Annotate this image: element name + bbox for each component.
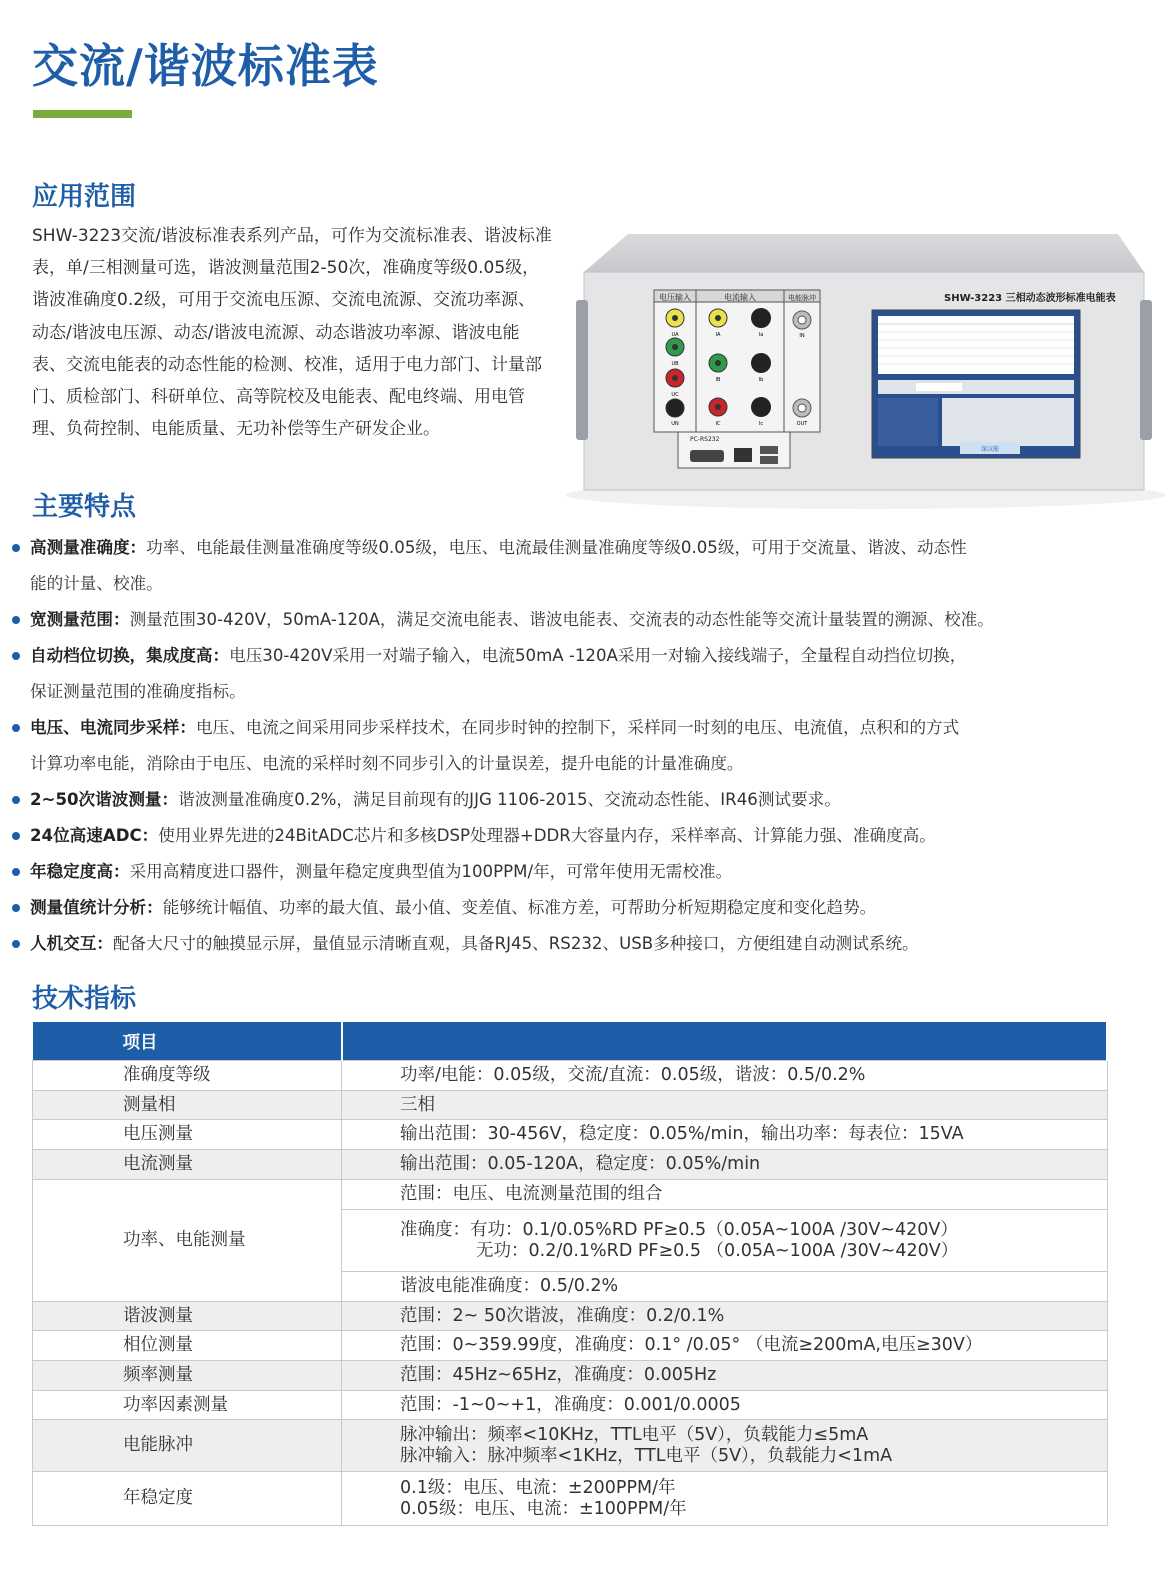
feature-item — [10, 854, 1160, 890]
svg-text:Ib: Ib — [758, 377, 764, 383]
spec-item: 年稳定度 — [33, 1472, 342, 1526]
svg-text:IN: IN — [799, 333, 805, 339]
spec-item: 准确度等级 — [33, 1061, 342, 1091]
spec-value: 输出范围：0.05-120A，稳定度：0.05%/min — [342, 1150, 1108, 1180]
spec-item: 功率、电能测量 — [33, 1180, 342, 1302]
section-heading-specs: 技术指标 — [32, 984, 137, 1014]
table-row — [33, 1420, 1108, 1472]
spec-item: 电压测量 — [33, 1120, 342, 1150]
feature-text-cont: 计算功率电能，消除由于电压、电流的采样时刻不同步引入的计量误差，提升电能的计量准确度。 — [30, 754, 744, 773]
table-row — [33, 1120, 1108, 1150]
feature-label: 2~50次谐波测量： — [30, 790, 179, 809]
feature-text: 功率、电能最佳测量准确度等级0.05级，电压、电流最佳测量准确度等级0.05级，可用于交流量、谐波、动态性 — [146, 538, 967, 557]
feature-text: 电压30-420V采用一对端子输入，电流50mA -120A采用一对输入接线端子，全量程自动挡位切换， — [229, 646, 967, 665]
spec-item: 功率因素测量 — [33, 1391, 342, 1420]
title-underline — [33, 110, 132, 118]
spec-item: 测量相 — [33, 1091, 342, 1120]
bullet-icon — [12, 724, 20, 732]
feature-label: 高测量准确度： — [30, 538, 147, 557]
spec-header-value — [342, 1022, 1108, 1061]
feature-item — [10, 530, 1160, 602]
feature-text: 采用高精度进口器件，测量年稳定度典型值为100PPM/年，可常年使用无需校准。 — [129, 862, 733, 881]
svg-text:UC: UC — [671, 392, 679, 398]
spec-value-line: 准确度：有功：0.1/0.05%RD PF≥0.5（0.05A~100A /30V~420V） — [400, 1219, 958, 1240]
spec-value — [342, 1472, 1108, 1526]
panel-label-pulse: 电能脉冲 — [788, 294, 816, 302]
feature-text: 测量范围30-420V，50mA-120A，满足交流电能表、谐波电能表、交流表的动态性能等交流计量装置的溯源、校准。 — [129, 610, 994, 629]
feature-text: 能够统计幅值、功率的最大值、最小值、变差值、标准方差，可帮助分析短期稳定度和变化趋势。 — [162, 898, 877, 917]
section-heading-features: 主要特点 — [32, 492, 137, 522]
panel-label-current: 电流输入 — [724, 293, 756, 302]
spec-value-line: 无功：0.2/0.1%RD PF≥0.5 （0.05A~100A /30V~420V） — [476, 1240, 959, 1261]
bullet-icon — [12, 940, 20, 948]
spec-item: 频率测量 — [33, 1361, 342, 1391]
table-row — [33, 1391, 1108, 1420]
intro-paragraph: SHW-3223交流/谐波标准表系列产品，可作为交流标准表、谐波标准表，单/三相测量可选，谐波测量范围2-50次，准确度等级0.05级，谐波准确度0.2级，可用于交流电压源、交流电流源、交流功率源、动态/谐波电压源、动态/谐波电流源、动态谐波功率源、谐波电能表、交流电能表的动态性能的检测、校准，适用于电力部门、计量部门、质检部门、科研单位、高等院校及电能表、配电终端、用电管理、负荷控制、电能质量、无功补偿等生产研发企业。 — [32, 226, 552, 440]
table-row — [33, 1472, 1108, 1526]
svg-text:IA: IA — [715, 332, 721, 338]
device-image — [566, 220, 1166, 510]
spec-value: 三相 — [342, 1091, 1108, 1120]
svg-text:Ic: Ic — [758, 421, 764, 427]
spec-value — [342, 1420, 1108, 1472]
spec-value: 范围：电压、电流测量范围的组合 — [342, 1180, 1108, 1210]
page-title: 交流/谐波标准表 — [32, 39, 379, 93]
spec-value-line: 脉冲输出：频率<10KHz，TTL电平（5V），负载能力≤5mA — [400, 1424, 869, 1445]
bullet-icon — [12, 832, 20, 840]
svg-text:UN: UN — [671, 421, 679, 427]
feature-item — [10, 782, 1160, 818]
table-row — [33, 1331, 1108, 1361]
bullet-icon — [12, 904, 20, 912]
feature-label: 电压、电流同步采样： — [30, 718, 196, 737]
spec-item: 电流测量 — [33, 1150, 342, 1180]
table-row — [33, 1302, 1108, 1331]
feature-item — [10, 890, 1160, 926]
spec-value-line: 0.05级：电压、电流：±100PPM/年 — [400, 1498, 687, 1519]
feature-label: 测量值统计分析： — [30, 898, 163, 917]
feature-label: 人机交互： — [30, 934, 113, 953]
features-list — [10, 530, 1160, 962]
table-row — [33, 1150, 1108, 1180]
feature-text: 使用业界先进的24BitADC芯片和多核DSP处理器+DDR大容量内存，采样率高、计算能力强、准确度高。 — [158, 826, 936, 845]
feature-label: 24位高速ADC： — [30, 826, 159, 845]
feature-text: 谐波测量准确度0.2%，满足目前现有的JJG 1106-2015、交流动态性能、IR46测试要求。 — [178, 790, 841, 809]
spec-value — [342, 1210, 1108, 1272]
spec-item: 电能脉冲 — [33, 1420, 342, 1472]
feature-item — [10, 638, 1160, 710]
feature-item — [10, 710, 1160, 782]
spec-item: 谐波测量 — [33, 1302, 342, 1331]
svg-text:OUT: OUT — [796, 421, 808, 427]
spec-value: 范围：0~359.99度，准确度：0.1° /0.05° （电流≥200mA,电压≥30V） — [342, 1331, 1108, 1361]
spec-value: 输出范围：30-456V，稳定度：0.05%/min，输出功率：每表位：15VA — [342, 1120, 1108, 1150]
table-row — [33, 1061, 1108, 1091]
svg-text:IB: IB — [715, 377, 721, 383]
ports-label: PC-RS232 — [690, 436, 720, 443]
spec-item: 相位测量 — [33, 1331, 342, 1361]
feature-item — [10, 602, 1160, 638]
panel-label-voltage: 电压输入 — [659, 293, 691, 302]
svg-text:UB: UB — [671, 361, 679, 367]
bullet-icon — [12, 616, 20, 624]
table-row — [33, 1180, 1108, 1210]
feature-text-cont: 能的计量、校准。 — [30, 574, 163, 593]
spec-table — [32, 1022, 1108, 1526]
section-heading-application: 应用范围 — [32, 182, 137, 212]
svg-text:IC: IC — [715, 421, 721, 427]
spec-value: 功率/电能：0.05级，交流/直流：0.05级，谐波：0.5/0.2% — [342, 1061, 1108, 1091]
bullet-icon — [12, 652, 20, 660]
spec-value: 范围：2~ 50次谐波，准确度：0.2/0.1% — [342, 1302, 1108, 1331]
spec-value-line: 0.1级：电压、电流：±200PPM/年 — [400, 1477, 676, 1498]
spec-header-item: 项目 — [33, 1022, 342, 1061]
spec-value: 范围：-1~0~+1，准确度：0.001/0.0005 — [342, 1391, 1108, 1420]
svg-text:UA: UA — [671, 332, 679, 338]
feature-label: 自动档位切换，集成度高： — [30, 646, 230, 665]
feature-text-cont: 保证测量范围的准确度指标。 — [30, 682, 246, 701]
feature-item — [10, 818, 1160, 854]
feature-item — [10, 926, 1160, 962]
svg-text:Ia: Ia — [758, 332, 764, 338]
feature-text: 配备大尺寸的触摸显示屏，量值显示清晰直观，具备RJ45、RS232、USB多种接口，方便组建自动测试系统。 — [112, 934, 919, 953]
bullet-icon — [12, 544, 20, 552]
table-row — [33, 1091, 1108, 1120]
spec-value-line: 脉冲输入：脉冲频率<1KHz，TTL电平（5V），负载能力<1mA — [400, 1445, 893, 1466]
screen-title: SHW-3223 三相动态波形标准电能表 — [944, 293, 1116, 304]
logo-text: 深汉能 — [980, 446, 1000, 453]
bullet-icon — [12, 796, 20, 804]
table-row — [33, 1361, 1108, 1391]
feature-text: 电压、电流之间采用同步采样技术，在同步时钟的控制下，采样同一时刻的电压、电流值，点积和的方式 — [195, 718, 960, 737]
feature-label: 宽测量范围： — [30, 610, 130, 629]
spec-value: 范围：45Hz~65Hz，准确度：0.005Hz — [342, 1361, 1108, 1391]
feature-label: 年稳定度高： — [30, 862, 130, 881]
spec-value: 谐波电能准确度：0.5/0.2% — [342, 1272, 1108, 1302]
bullet-icon — [12, 868, 20, 876]
